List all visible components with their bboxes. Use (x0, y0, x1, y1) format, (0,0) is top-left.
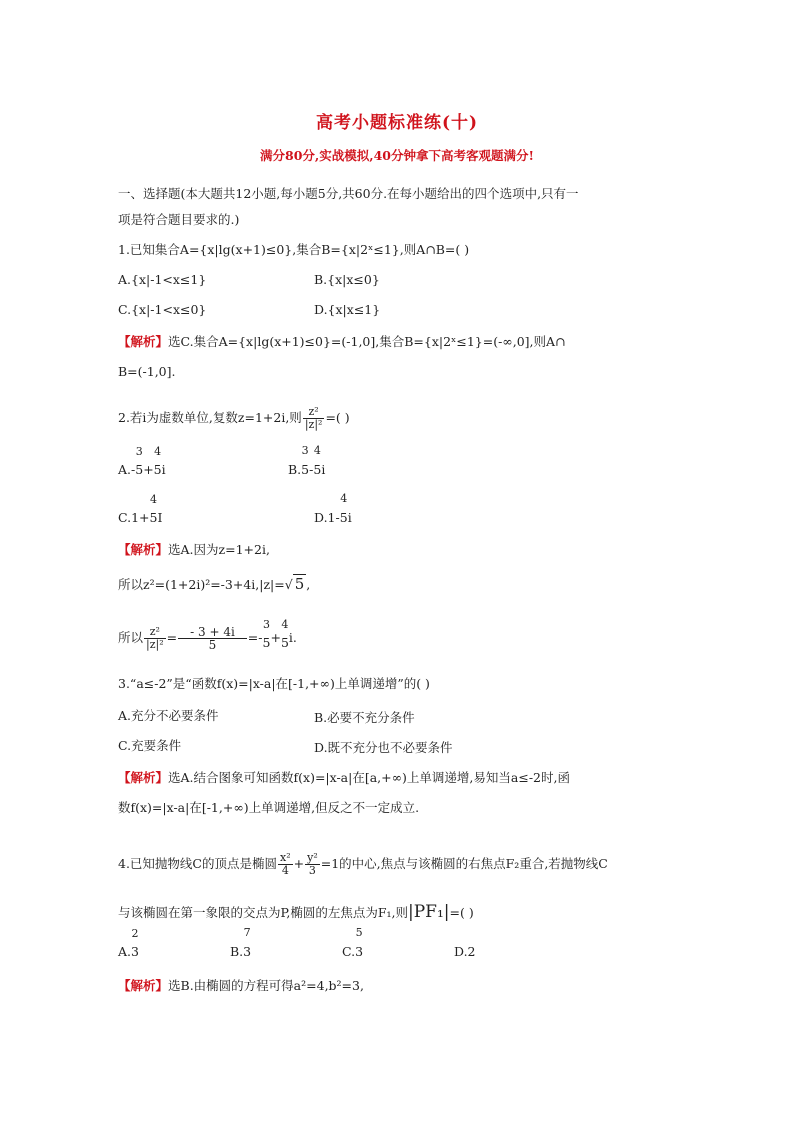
q4-frac-y (305, 852, 320, 877)
q2-sol-eq2: =- (247, 630, 263, 645)
q2-sol-end: i. (288, 630, 297, 645)
q2-sol-frac2 (178, 626, 247, 651)
question-4-stem-line1: 4.已知抛物线C的顶点是椭圆 $\frac{\text{x²}}{4}$ + $\frac{\text{y²}}{3}$ =1的中心,焦点与该椭圆的右焦点F₂重合,若抛物线C (118, 851, 608, 877)
q2-b-prefix: B. (288, 462, 302, 477)
q2-c-prefix: C.1+ (118, 510, 150, 525)
q4-frac-y-den: 3 (305, 864, 320, 877)
question-3-stem: 3.“a≤-2”是“函数f(x)=|x-a|在[-1,+∞)上单调递增”的( ) (118, 676, 430, 691)
q2-c-end: I (157, 510, 163, 525)
q3-solution-text1: 选A.结合图象可知函数f(x)=|x-a|在[a,+∞)上单调递增,易知当a≤-2时,函 (168, 770, 570, 785)
q2-sol-frac4 (280, 618, 289, 651)
q2-d-prefix: D.1- (314, 510, 340, 525)
q2-a-op: + (143, 462, 154, 477)
q2-solution-line2: 所以z²=(1+2i)²=-3+4i,|z|=√ 5 , (118, 575, 311, 593)
q2-a-den2: 5 (153, 462, 162, 477)
q2-sol-eq: = (166, 630, 178, 645)
q1-option-c: C.{x|-1<x≤0} (118, 302, 207, 317)
q2-b-end: i (321, 462, 326, 477)
q2-b-frac1 (301, 444, 310, 477)
q2-sol-frac1-num: z² (149, 625, 160, 638)
q2-option-c (118, 493, 163, 526)
q3-solution-line1 (118, 770, 570, 786)
q2-a-end: i (161, 462, 166, 477)
q4-solution-line1 (118, 978, 364, 994)
q2-d-num: 4 (340, 492, 348, 505)
q4-b-den: 3 (243, 944, 252, 959)
question-2-stem (118, 406, 350, 431)
q3-solution-line2: 数f(x)=|x-a|在[-1,+∞)上单调递增,但反之不一定成立. (118, 800, 420, 815)
q4-frac-y-num: y² (307, 851, 318, 864)
q2-sqrt-value: 5 (294, 575, 305, 593)
q4-b-frac (243, 926, 252, 959)
q4-a-den: 3 (131, 944, 139, 959)
q2-sol-frac3-den: 5 (262, 635, 271, 650)
solution-label: 【解析】 (118, 334, 169, 349)
q2-a-prefix: A.- (118, 462, 136, 477)
q2-a-num2: 4 (154, 445, 162, 458)
q2-d-frac (339, 492, 348, 525)
q4-frac-x (278, 852, 293, 877)
q2-solution-text3: 所以 (118, 630, 144, 645)
q4-c-frac (355, 926, 364, 959)
q3-option-c: C.充要条件 (118, 738, 182, 753)
q2-b-op: - (309, 462, 314, 477)
q4-option-c (342, 926, 364, 959)
q2-stem-end: =( ) (325, 410, 350, 425)
q2-sol-frac3 (262, 618, 271, 651)
q2-frac-num: z² (308, 405, 319, 418)
q4-c-prefix: C. (342, 944, 356, 959)
q2-d-den: 5 (339, 510, 348, 525)
q4-pf1-abs: |PF₁| (408, 902, 450, 922)
q2-option-d (314, 492, 352, 525)
q2-sol-frac4-den: 5 (280, 635, 289, 650)
q4-stem-text1-end: =1的中心,焦点与该椭圆的右焦点F₂重合,若抛物线C (320, 856, 608, 871)
q4-b-prefix: B. (230, 944, 244, 959)
q2-solution-line1 (118, 542, 270, 558)
q2-a-num1: 3 (135, 445, 143, 458)
q2-c-den: 5 (149, 510, 158, 525)
q1-solution-line1 (118, 334, 566, 350)
q2-frac-den: |z|² (304, 418, 323, 431)
q2-b-num1: 3 (301, 444, 309, 457)
q1-option-d: D.{x|x≤1} (314, 302, 381, 317)
q4-option-b (230, 926, 252, 959)
q2-sol-frac1 (144, 626, 166, 651)
q4-c-den: 3 (355, 944, 364, 959)
q4-c-num: 5 (355, 926, 363, 939)
q4-b-num: 7 (243, 926, 251, 939)
q4-option-d: D.2 (454, 944, 476, 959)
q4-a-frac (131, 927, 139, 960)
q4-a-num: 2 (131, 927, 139, 940)
q2-sol-frac3-num: 3 (262, 618, 270, 631)
solution-label: 【解析】 (118, 770, 169, 785)
section-intro-line1: 一、选择题(本大题共12小题,每小题5分,共60分.在每小题给出的四个选项中,只有一 (118, 186, 579, 201)
q2-option-a (118, 445, 166, 478)
q4-option-a (118, 927, 139, 960)
q4-frac-x-num: x² (280, 851, 291, 864)
q1-solution-text1: 选C.集合A={x|lg(x+1)≤0}=(-1,0],集合B={x|2ˣ≤1}=(-∞,0],则A∩ (168, 334, 566, 349)
q2-b-frac2 (313, 444, 322, 477)
q4-stem-text2-end: =( ) (449, 905, 474, 920)
q4-frac-x-den: 4 (278, 864, 293, 877)
q2-a-frac2 (153, 445, 162, 478)
solution-label: 【解析】 (118, 542, 169, 557)
q1-option-a: A.{x|-1<x≤1} (118, 272, 207, 287)
page-title: 高考小题标准练(十) (315, 113, 479, 133)
q2-c-num: 4 (150, 493, 157, 506)
q2-sol-frac2-num: - 3 + 4i (190, 625, 235, 639)
q4-a-prefix: A. (118, 944, 132, 959)
page-subtitle: 满分80分,实战模拟,40分钟拿下高考客观题满分! (260, 148, 534, 163)
q2-sol-frac2-den: 5 (178, 638, 247, 651)
q2-solution-text2: 所以z²=(1+2i)²=-3+4i,|z|= (118, 577, 285, 592)
q2-d-end: i (347, 510, 352, 525)
q3-option-a: A.充分不必要条件 (118, 708, 219, 723)
q3-option-b: B.必要不充分条件 (314, 710, 415, 725)
question-4-stem-line2 (118, 904, 474, 921)
section-intro-line2: 项是符合题目要求的.) (118, 212, 240, 227)
q1-option-b: B.{x|x≤0} (314, 272, 380, 287)
q2-option-b (288, 444, 326, 477)
question-1-stem: 1.已知集合A={x|lg(x+1)≤0},集合B={x|2ˣ≤1},则A∩B=( ) (118, 242, 470, 257)
q1-solution-line2: B=(-1,0]. (118, 364, 176, 379)
sqrt-symbol: √ (284, 577, 293, 592)
q2-c-frac (149, 493, 158, 526)
q2-stem-text: 2.若i为虚数单位,复数z=1+2i,则 (118, 410, 302, 425)
q2-solution-text1: 选A.因为z=1+2i, (168, 542, 270, 557)
q2-solution-line3 (118, 618, 297, 652)
q2-sol-plus: + (270, 630, 281, 645)
q2-b-den2: 5 (313, 462, 322, 477)
q2-b-num2: 4 (313, 444, 321, 457)
q2-a-den1: 5 (135, 462, 144, 477)
q2-sol-frac4-num: 4 (281, 618, 289, 631)
q4-solution-text1: 选B.由椭圆的方程可得a²=4,b²=3, (168, 978, 364, 993)
solution-label: 【解析】 (118, 978, 169, 993)
q4-stem-text2: 与该椭圆在第一象限的交点为P,椭圆的左焦点为F₁,则 (118, 905, 409, 920)
q2-sol-frac1-den: |z|² (146, 638, 164, 651)
q2-fraction (303, 406, 325, 431)
q4-stem-text1: 4.已知抛物线C的顶点是椭圆 (118, 856, 277, 871)
q3-option-d: D.既不充分也不必要条件 (314, 740, 453, 755)
q2-b-den1: 5 (301, 462, 310, 477)
q2-a-frac1 (135, 445, 144, 478)
